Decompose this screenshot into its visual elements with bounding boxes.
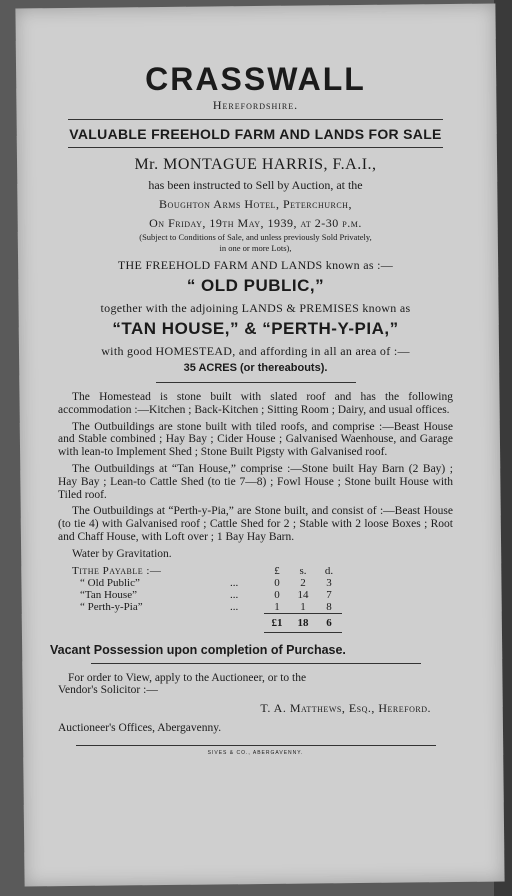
perth-y-pia-paragraph: The Outbuildings at “Perth-y-Pia,” are Stone built, and consist of :—Beast House (to tie 4) with Galvanised roof ; Cattle Shed for 2 ; Stable with 2 loose Boxes ; Root and Chaff House, with Loft over ; 1 Bay Hay Barn.: [58, 505, 453, 543]
tithe-row-dots: ...: [230, 588, 239, 601]
table-row: [68, 601, 342, 614]
tithe-section: [68, 565, 453, 633]
tithe-table: [68, 565, 342, 633]
column-header-pounds: £: [274, 564, 280, 577]
homestead-paragraph: The Homestead is stone built with slated roof and has the following accommodation :—Kitchen ; Back-Kitchen ; Sitting Room ; Dairy, and usual offices.: [58, 391, 453, 416]
tithe-label: Tithe Payable :—: [72, 564, 162, 577]
county-subtitle: Herefordshire.: [212, 98, 299, 112]
tithe-total-pounds: £1: [264, 613, 290, 632]
auctioneer-name: Mr. MONTAGUE HARRIS, F.A.I.,: [134, 156, 377, 173]
tithe-row-pence: 8: [326, 600, 332, 613]
view-line-2: Vendor's Solicitor :—: [58, 684, 158, 697]
table-row: [68, 577, 342, 589]
acreage: 35 ACRES (or thereabouts).: [183, 362, 328, 374]
instructed-line: has been instructed to Sell by Auction, at the: [148, 178, 363, 192]
banner-rule: [68, 147, 443, 148]
date-line: On Friday, 19th May, 1939, at 2-30 p.m.: [149, 216, 362, 230]
tithe-row-pence: 7: [326, 588, 332, 601]
table-row: [68, 565, 342, 577]
table-row: [68, 589, 342, 601]
footer-top-rule: [91, 663, 421, 664]
tithe-row-shillings: 14: [297, 588, 309, 601]
conditions-line-2: in one or more Lots),: [219, 243, 292, 253]
column-header-shillings: s.: [299, 564, 307, 577]
venue-line: Boughton Arms Hotel, Peterchurch,: [159, 197, 352, 211]
adjoining-line: together with the adjoining LANDS & PREMISES known as: [100, 301, 411, 315]
printer-imprint: SIVES & CO., ABERGAVENNY.: [207, 749, 304, 756]
farm-name: “ OLD PUBLIC,”: [186, 276, 325, 295]
outbuildings-paragraph: The Outbuildings are stone built with tiled roofs, and comprise :—Beast House and Stable combined ; Hay Bay ; Cider House ; Galvanised Waenhouse, and Garage with lean-to Implement Shed ; Stone Built Pigsty with Galvanised roof.: [58, 420, 453, 459]
section-rule: [156, 382, 356, 383]
footer-rule: [76, 745, 436, 746]
tithe-row-shillings: 1: [300, 600, 306, 613]
table-row: [68, 613, 342, 632]
tithe-total-shillings: 18: [290, 613, 316, 632]
tithe-row-name: “Tan House”: [80, 588, 137, 601]
premises-names: “TAN HOUSE,” & “PERTH-Y-PIA,”: [112, 319, 399, 338]
tithe-row-dots: ...: [230, 576, 239, 589]
offices-line: Auctioneer's Offices, Abergavenny.: [58, 722, 222, 735]
tithe-row-pounds: 0: [274, 576, 280, 589]
tithe-total-pence: 6: [316, 613, 342, 632]
tithe-row-shillings: 2: [300, 576, 306, 589]
tithe-row-dots: ...: [230, 600, 239, 613]
conditions-line-1: (Subject to Conditions of Sale, and unless previously Sold Privately,: [139, 232, 372, 242]
homestead-line: with good HOMESTEAD, and affording in all an area of :—: [101, 344, 410, 358]
sale-banner: VALUABLE FREEHOLD FARM AND LANDS FOR SALE: [69, 126, 442, 142]
view-line-1: For order to View, apply to the Auctioneer, or to the: [68, 671, 307, 684]
tithe-row-name: “ Old Public”: [80, 576, 140, 589]
tithe-row-name: “ Perth-y-Pia”: [80, 600, 143, 613]
tan-house-paragraph: The Outbuildings at “Tan House,” comprise :—Stone built Hay Barn (2 Bay) ; Hay Bay ; Lean-to Cattle Shed (to tie 7—8) ; Fowl House ; Stone built House with Tiled roof.: [58, 462, 453, 501]
tithe-row-pence: 3: [326, 576, 332, 589]
tithe-row-pounds: 0: [274, 588, 280, 601]
freehold-intro: THE FREEHOLD FARM AND LANDS known as :—: [117, 258, 394, 272]
tithe-row-pounds: 1: [274, 600, 280, 613]
poster-title: CRASSWALL: [145, 61, 366, 97]
solicitor-line: T. A. Matthews, Esq., Hereford.: [260, 701, 431, 716]
column-header-pence: d.: [324, 564, 334, 577]
vacant-possession: Vacant Possession upon completion of Purchase.: [50, 642, 346, 657]
water-line: Water by Gravitation.: [72, 547, 172, 560]
poster-content: [50, 61, 453, 756]
